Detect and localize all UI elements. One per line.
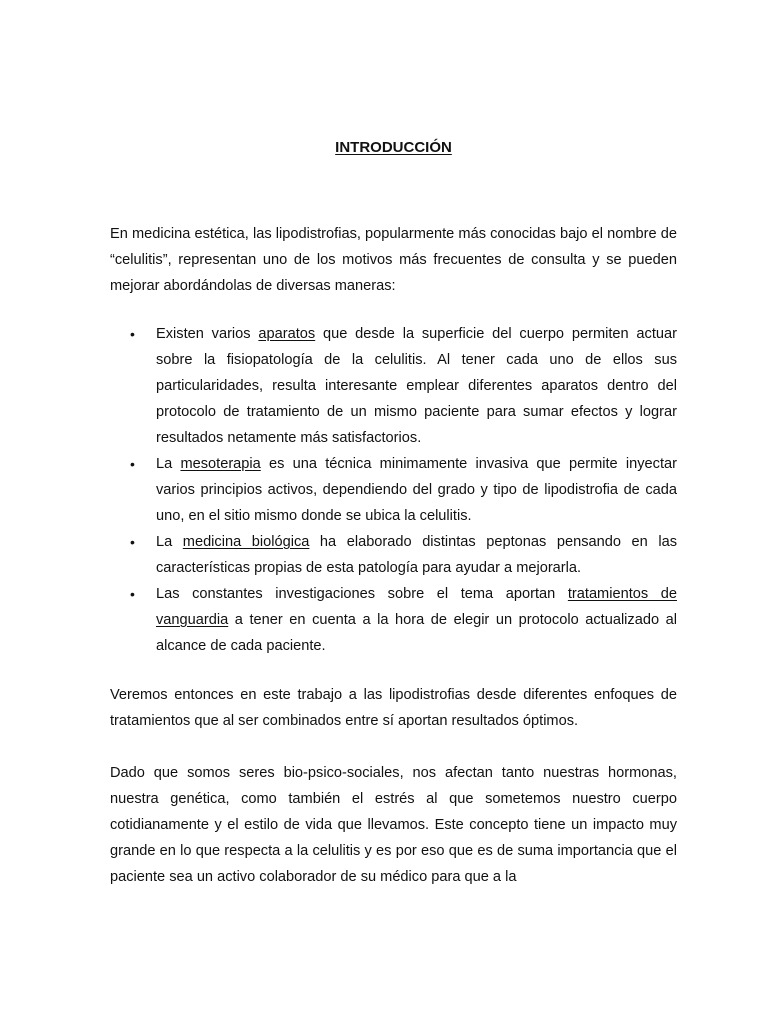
list-item [110, 529, 677, 581]
link-aparatos[interactable]: aparatos [258, 326, 316, 342]
page-title [110, 138, 677, 158]
list-item-text: La [156, 456, 181, 472]
link-tratamientos-de-vanguardia[interactable]: tratamientos de vanguardia [156, 586, 677, 628]
bullet-icon: • [130, 534, 135, 550]
list-item [110, 451, 677, 529]
bullet-icon: • [130, 456, 135, 472]
link-mesoterapia[interactable]: mesoterapia [180, 456, 261, 472]
intro-paragraph: En medicina estética, las lipodistrofias, popularmente más conocidas bajo el nombre de “celulitis”, representan uno de los motivos más frecuentes de consulta y se pueden mejorar abordándolas de diversas maneras: [110, 226, 677, 294]
bullet-icon: • [130, 326, 135, 342]
list-item-text: La [156, 534, 183, 550]
list-item [110, 321, 677, 451]
list-item-text: Existen varios [156, 326, 259, 342]
body-paragraph: Veremos entonces en este trabajo a las lipodistrofias desde diferentes enfoques de tratamientos que al ser combinados entre sí aportan resultados óptimos. [110, 687, 677, 729]
list-item-text: a tener en cuenta a la hora de elegir un protocolo actualizado al alcance de cada paciente. [156, 612, 677, 654]
list-item-text: Las constantes investigaciones sobre el tema aportan [156, 586, 568, 602]
bullet-icon: • [130, 586, 135, 602]
list-item-text: es una técnica minimamente invasiva que permite inyectar varios principios activos, dependiendo del grado y tipo de lipodistrofia de cada uno, en el sitio mismo donde se ubica la celulitis. [156, 456, 677, 524]
list-item-text: ha elaborado distintas peptonas pensando en las características propias de esta patología para ayudar a mejorarla. [156, 534, 677, 576]
list-item [110, 581, 677, 659]
link-medicina-biologica[interactable]: medicina biológica [182, 534, 310, 550]
list-item-text: que desde la superficie del cuerpo permiten actuar sobre la fisiopatología de la celulitis. Al tener cada uno de ellos sus particularidades, resulta interesante emplear diferentes aparatos dentro del protocolo de tratamiento de un mismo paciente para sumar efectos y lograr resultados netamente más satisfactorios. [156, 326, 677, 446]
body-paragraph: Dado que somos seres bio-psico-sociales, nos afectan tanto nuestras hormonas, nuestra genética, como también el estrés al que sometemos nuestro cuerpo cotidianamente y el estilo de vida que llevamos. Este concepto tiene un impacto muy grande en lo que respecta a la celulitis y es por eso que es de suma importancia que el paciente sea un activo colaborador de su médico para que a la [110, 765, 677, 885]
page-title-text: INTRODUCCIÓN [335, 139, 452, 156]
treatment-list [110, 321, 677, 659]
